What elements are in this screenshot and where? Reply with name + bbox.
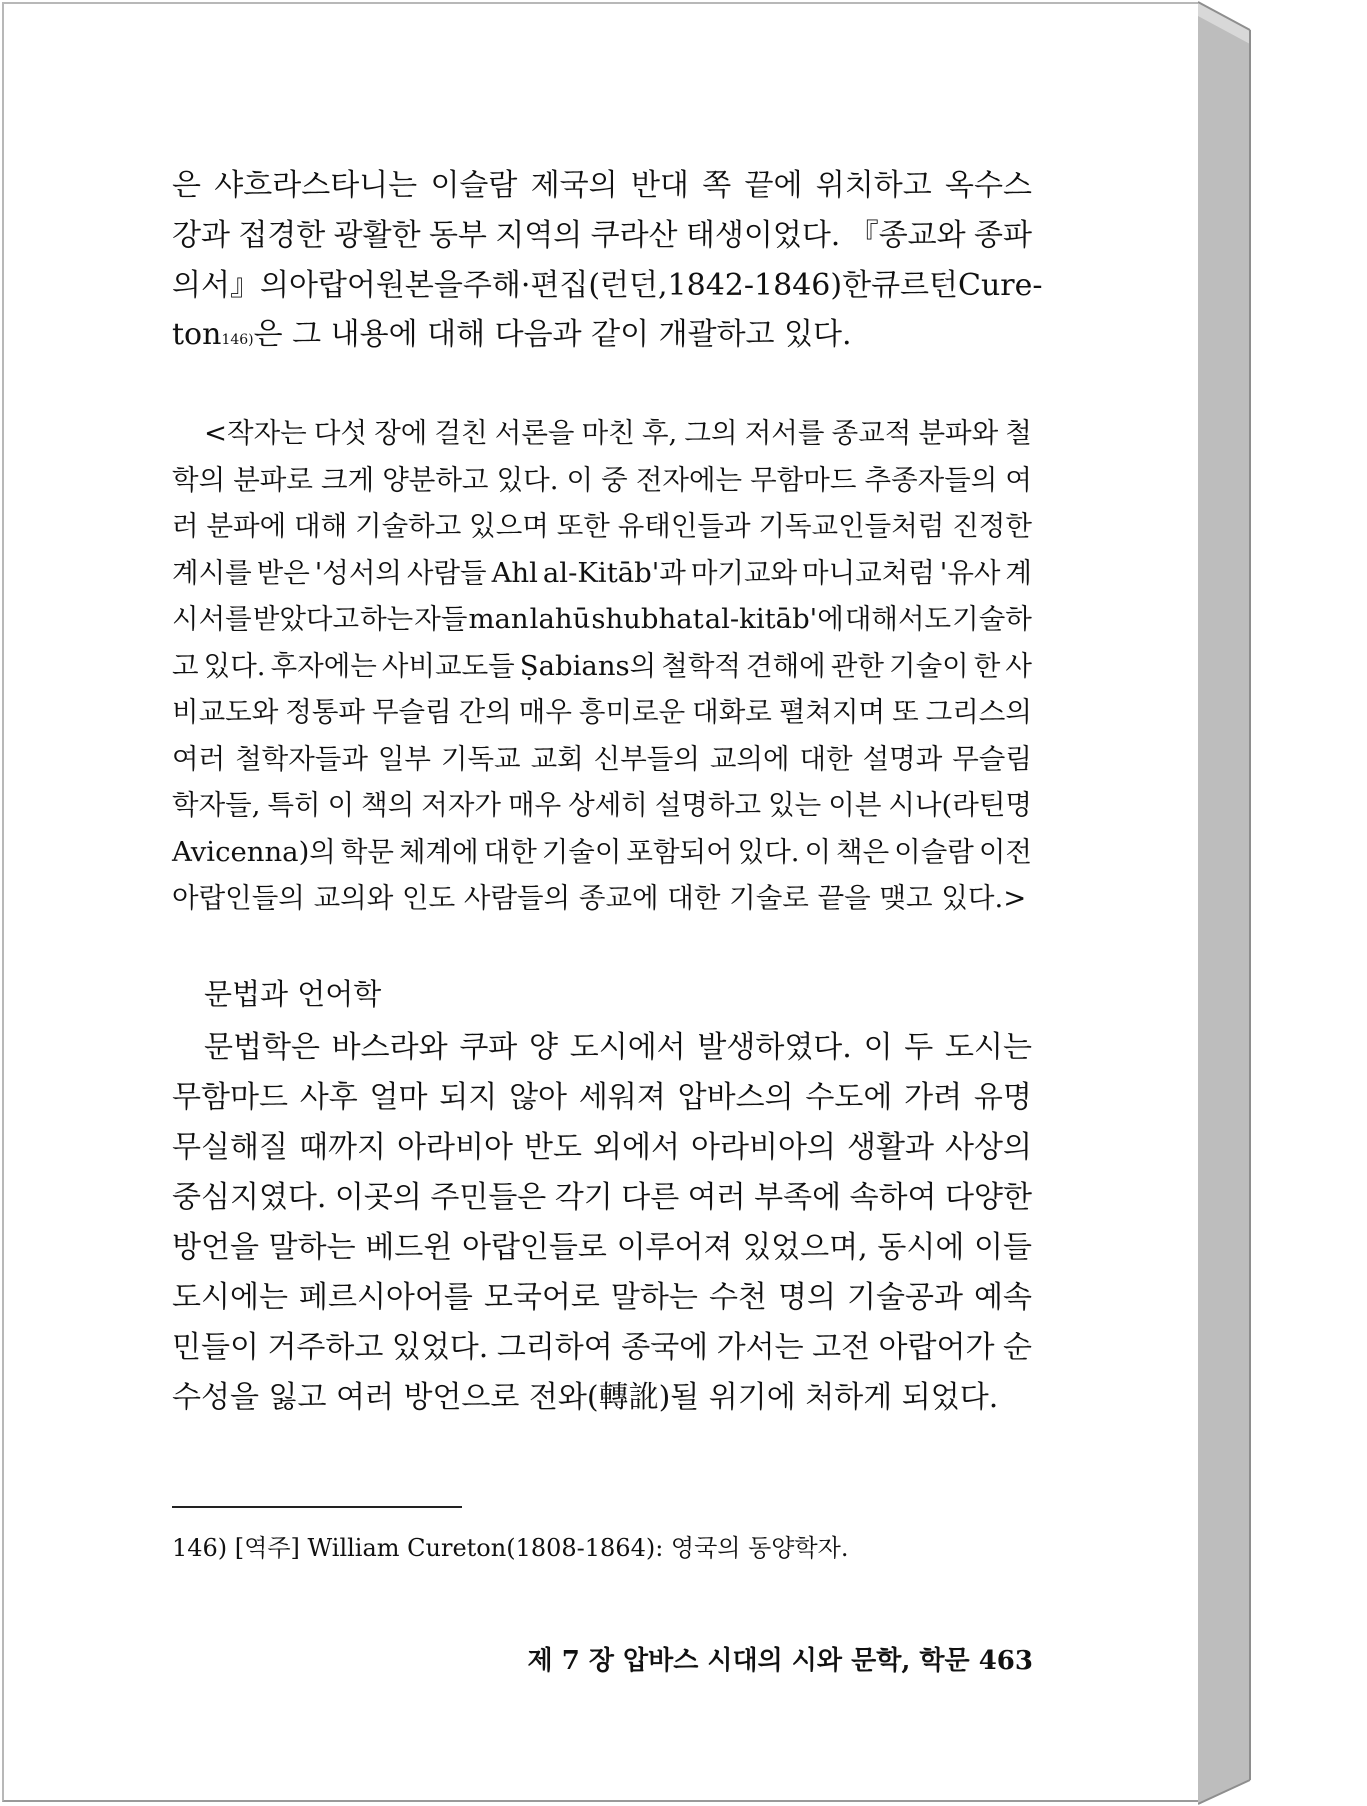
intro-line: 은 샤흐라스타니는 이슬람 제국의 반대 쪽 끝에 위치하고 옥수스 bbox=[172, 168, 1032, 203]
intro-line: 강과 접경한 광활한 동부 지역의 쿠라산 태생이었다. 『종교와 종파 bbox=[172, 218, 1032, 253]
section_body-line: 민들이 거주하고 있었다. 그리하여 종국에 가서는 고전 아랍어가 순 bbox=[172, 1330, 1032, 1365]
quote-line: 비교도와 정통파 무슬림 간의 매우 흥미로운 대화로 펼쳐지며 또 그리스의 bbox=[172, 696, 1032, 728]
section_body-line: 중심지였다. 이곳의 주민들은 각기 다른 여러 부족에 속하여 다양한 bbox=[172, 1180, 1032, 1215]
quote-line: 학의 분파로 크게 양분하고 있다. 이 중 전자에는 무함마드 추종자들의 여 bbox=[172, 463, 1032, 496]
footnote-146: 146) [역주] William Cureton(1808-1864): 영국의 동양학자. bbox=[172, 1534, 849, 1562]
quote-line: 시서를 받았다고 하는 자들 man lahū shubhat al-kitāb'에 대해서도 기술하 bbox=[172, 603, 1032, 635]
quote-line: 학자들, 특히 이 책의 저자가 매우 상세히 설명하고 있는 이븐 시나(라틴명 bbox=[172, 789, 1032, 821]
quote-line: 러 분파에 대해 기술하고 있으며 또한 유태인들과 기독교인들처럼 진정한 bbox=[172, 510, 1032, 542]
section-heading: 문법과 언어학 bbox=[204, 977, 382, 1011]
section_body-line: 무실해질 때까지 아라비아 반도 외에서 아라비아의 생활과 사상의 bbox=[172, 1130, 1032, 1165]
section_body-line: 수성을 잃고 여러 방언으로 전와(轉訛)될 위기에 처하게 되었다. bbox=[172, 1380, 999, 1415]
quote-line: 고 있다. 후자에는 사비교도들 Ṣabians의 철학적 견해에 관한 기술이 한 사 bbox=[172, 649, 1032, 682]
quote-line: 여러 철학자들과 일부 기독교 교회 신부들의 교의에 대한 설명과 무슬림 bbox=[172, 742, 1032, 775]
intro-last-line: ton 146) 은 그 내용에 대해 다음과 같이 개괄하고 있다. bbox=[172, 309, 1032, 353]
intro-last-post: 은 그 내용에 대해 다음과 같이 개괄하고 있다. bbox=[253, 317, 852, 352]
quote-line: Avicenna)의 학문 체계에 대한 기술이 포함되어 있다. 이 책은 이슬람 이전 bbox=[172, 835, 1032, 868]
intro-line: 의 서』의 아랍어 원본을 주해 · 편집(런던, 1842-1846)한 큐르턴 Cure- bbox=[172, 268, 1043, 303]
intro-last-pre: ton bbox=[172, 317, 222, 352]
section_body-line: 문법학은 바스라와 쿠파 양 도시에서 발생하였다. 이 두 도시는 bbox=[204, 1030, 1032, 1065]
book-spine-edge bbox=[1198, 0, 1258, 1806]
section_body-line: 도시에는 페르시아어를 모국어로 말하는 수천 명의 기술공과 예속 bbox=[172, 1280, 1032, 1315]
section_body-line: 무함마드 사후 얼마 되지 않아 세워져 압바스의 수도에 가려 유명 bbox=[172, 1080, 1032, 1115]
quote-line: 계시를 받은 '성서의 사람들 Ahl al-Kitāb'과 마기교와 마니교처럼 '유사 계 bbox=[172, 556, 1032, 589]
quote-line: <작자는 다섯 장에 걸친 서론을 마친 후, 그의 저서를 종교적 분파와 철 bbox=[204, 417, 1032, 449]
footnote-rule bbox=[172, 1506, 462, 1508]
quote-line: 아랍인들의 교의와 인도 사람들의 종교에 대한 기술로 끝을 맺고 있다.> bbox=[172, 882, 1027, 914]
running-footer: 제 7 장 압바스 시대의 시와 문학, 학문 463 bbox=[527, 1646, 1033, 1676]
section_body-line: 방언을 말하는 베드윈 아랍인들로 이루어져 있었으며, 동시에 이들 bbox=[172, 1230, 1032, 1265]
